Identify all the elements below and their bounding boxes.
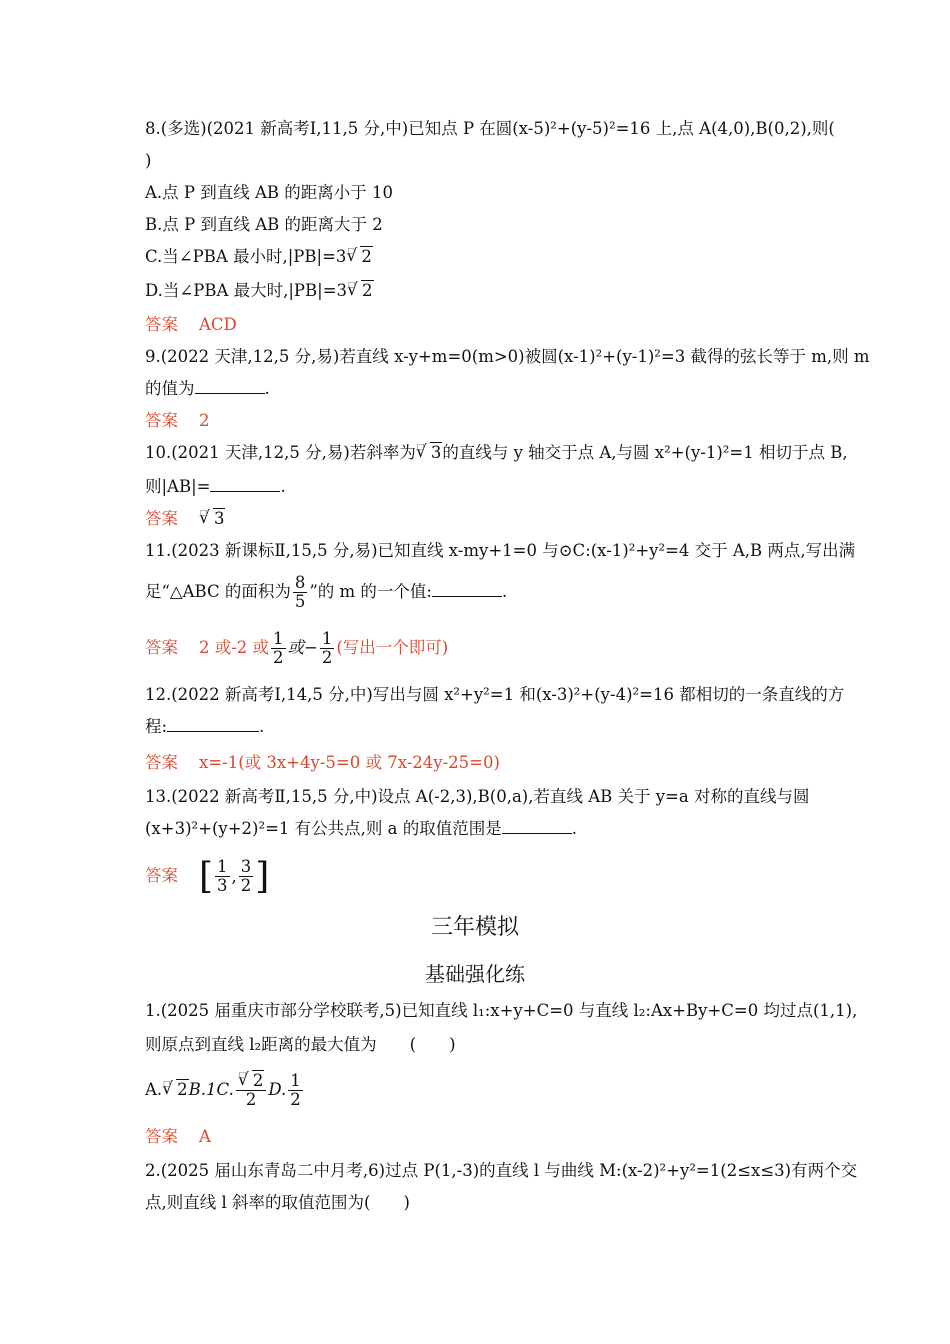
fraction-denominator: 5 (294, 592, 306, 611)
q11-answer (145, 628, 448, 668)
fraction-numerator: 8 (294, 573, 306, 592)
p1-stem: 1.(2025 届重庆市部分学校联考,5)已知直线 l₁:x+y+C=0 与直线 l₂:Ax+By+C=0 均过点(1,1), (145, 1001, 858, 1020)
q9-stem: 9.(2022 天津,12,5 分,易)若直线 x-y+m=0(m>0)被圆(x-1)²+(y-1)²=3 截得的弦长等于 m,则 m (145, 347, 870, 366)
q11-stem-2: 足“△ABC 的面积为 $\frac{8}{5}$ ”的 m 的一个值: . (145, 573, 508, 611)
p2-stem: 2.(2025 届山东青岛二中月考,6)过点 P(1,-3)的直线 l 与曲线 M:(x-2)²+y²=1(2≤x≤3)有两个交 (145, 1161, 858, 1180)
section-title: 三年模拟 (430, 915, 519, 940)
answer-label: 答案 (145, 753, 178, 772)
q12-answer (145, 752, 500, 774)
sqrt-radicand: 2 (252, 1071, 264, 1090)
fraction-numerator: 1 (273, 629, 284, 648)
q8-option-d-text: D.当∠PBA 最大时,|PB|=3 (145, 281, 348, 300)
q12-stem-2-text: 程: (145, 717, 168, 736)
fraction (271, 630, 286, 667)
q13-stem-2-text: (x+3)²+(y+2)²=1 有公共点,则 a 的取值范围是 (145, 819, 502, 838)
sqrt-symbol: √ □ 2 (238, 1072, 265, 1090)
q9-stem-2: 的值为 . (145, 379, 270, 398)
fraction-denominator: 2 (240, 876, 252, 895)
q11-stem: 11.(2023 新课标Ⅱ,15,5 分,易)已知直线 x-my+1=0 与⊙C:(x-1)²+y²=4 交于 A,B 两点,写出满 (145, 541, 856, 560)
q12-stem: 12.(2022 新高考Ⅰ,14,5 分,中)写出与圆 x²+y²=1 和(x-3)²+(y-4)²=16 都相切的一条直线的方 (145, 685, 845, 704)
q13-stem-2: (x+3)²+(y+2)²=1 有公共点,则 a 的取值范围是 . (145, 819, 577, 838)
q8-option-c-text: C.当∠PBA 最小时,|PB|=3 (145, 247, 347, 266)
p1-options (145, 1068, 305, 1112)
fraction-denominator: 2 (321, 648, 333, 667)
q9-stem-2-text: 的值为 (145, 379, 195, 398)
subsection-title: 基础强化练 (425, 962, 525, 986)
q8-stem-close: ) (145, 151, 152, 170)
sqrt-symbol: √ □ 2 (346, 246, 373, 268)
sqrt-radicand: 3 (430, 443, 442, 462)
q12-stem-2: 程: . (145, 717, 265, 736)
fraction-denominator: 3 (217, 876, 228, 895)
answer-blank[interactable] (210, 477, 280, 492)
q13-answer (145, 852, 269, 901)
answer-label: 答案 (145, 1127, 178, 1146)
answer-value: A (198, 1127, 211, 1146)
fraction (293, 574, 308, 611)
q10-answer (145, 508, 225, 530)
answer-value: x=-1(或 3x+4y-5=0 或 7x-24y-25=0) (198, 753, 500, 772)
q8-option-b: B.点 P 到直线 AB 的距离大于 2 (145, 215, 383, 234)
answer-label: 答案 (145, 315, 178, 334)
sqrt-symbol: √ □ 3 (199, 508, 226, 530)
fraction-numerator (236, 1072, 267, 1091)
q11-stem-2-text-post: ”的 m 的一个值: (309, 582, 432, 601)
sqrt-radicand: 2 (362, 281, 373, 300)
sqrt-radicand: 2 (177, 1080, 188, 1099)
answer-value: 3 (213, 509, 225, 528)
p1-option-b: B.1 (188, 1080, 217, 1099)
fraction (236, 1072, 267, 1109)
sqrt-symbol: √ □ 3 (416, 442, 443, 464)
fraction (320, 630, 335, 667)
p1-answer (145, 1126, 211, 1148)
answer-value-post: (写出一个即可) (336, 638, 449, 657)
interval-answer (199, 853, 269, 901)
q9-answer (145, 410, 209, 432)
q10-stem-text-pre: 10.(2021 天津,12,5 分,易)若斜率为 (145, 443, 416, 462)
q8-option-c (145, 246, 373, 268)
fraction-numerator: 3 (240, 857, 252, 876)
fraction (288, 1072, 303, 1109)
fraction (239, 858, 254, 895)
answer-value: 2 (198, 411, 210, 430)
q10-stem-text-post: 的直线与 y 轴交于点 A,与圆 x²+(y-1)²=1 相切于点 B, (442, 443, 848, 462)
answer-value: ACD (198, 315, 237, 334)
fraction-numerator: 1 (217, 857, 228, 876)
q8-stem: 8.(多选)(2021 新高考Ⅰ,11,5 分,中)已知点 P 在圆(x-5)²+(y-5)²=16 上,点 A(4,0),B(0,2),则( (145, 119, 835, 138)
q8-answer (145, 314, 237, 336)
q10-stem-2-text: 则|AB|= (145, 477, 211, 496)
answer-blank[interactable] (502, 819, 572, 834)
sqrt-symbol: √ □ 2 (162, 1068, 189, 1112)
p1-option-a: A. (145, 1080, 163, 1099)
q11-stem-2-text-pre: 足“△ABC 的面积为 (145, 582, 291, 601)
sqrt-radicand: 2 (361, 247, 372, 266)
q10-stem (145, 442, 848, 464)
answer-label: 答案 (145, 866, 178, 885)
fraction (215, 858, 230, 895)
answer-label: 答案 (145, 509, 178, 528)
q8-option-d (145, 280, 374, 302)
q8-option-a: A.点 P 到直线 AB 的距离小于 10 (145, 183, 394, 202)
answer-blank[interactable] (195, 379, 265, 394)
fraction-denominator: 2 (273, 648, 284, 667)
interval-separator: , (231, 866, 237, 886)
answer-blank[interactable] (432, 582, 502, 597)
p1-option-d: D. (268, 1080, 287, 1099)
q10-stem-2: 则|AB|= . (145, 477, 286, 496)
answer-label: 答案 (145, 638, 178, 657)
answer-label: 答案 (145, 411, 178, 430)
fraction-numerator: 1 (321, 629, 333, 648)
fraction-denominator: 2 (290, 1090, 301, 1109)
answer-blank[interactable] (167, 717, 259, 732)
answer-value-mid: 或− (287, 638, 318, 657)
left-bracket-icon: [ (198, 855, 214, 897)
right-bracket-icon: ] (255, 855, 270, 897)
p2-stem-2: 点,则直线 l 斜率的取值范围为( ) (145, 1193, 410, 1212)
q13-stem: 13.(2022 新高考Ⅱ,15,5 分,中)设点 A(-2,3),B(0,a),若直线 AB 关于 y=a 对称的直线与圆 (145, 787, 810, 806)
sqrt-symbol: √ □ 2 (347, 280, 374, 302)
p1-stem-2: 则原点到直线 l₂距离的最大值为 ( ) (145, 1035, 456, 1054)
p1-option-c: C. (216, 1080, 234, 1099)
fraction-numerator: 1 (290, 1071, 301, 1090)
answer-value-pre: 2 或-2 或 (198, 638, 270, 657)
fraction-denominator: 2 (245, 1090, 257, 1109)
